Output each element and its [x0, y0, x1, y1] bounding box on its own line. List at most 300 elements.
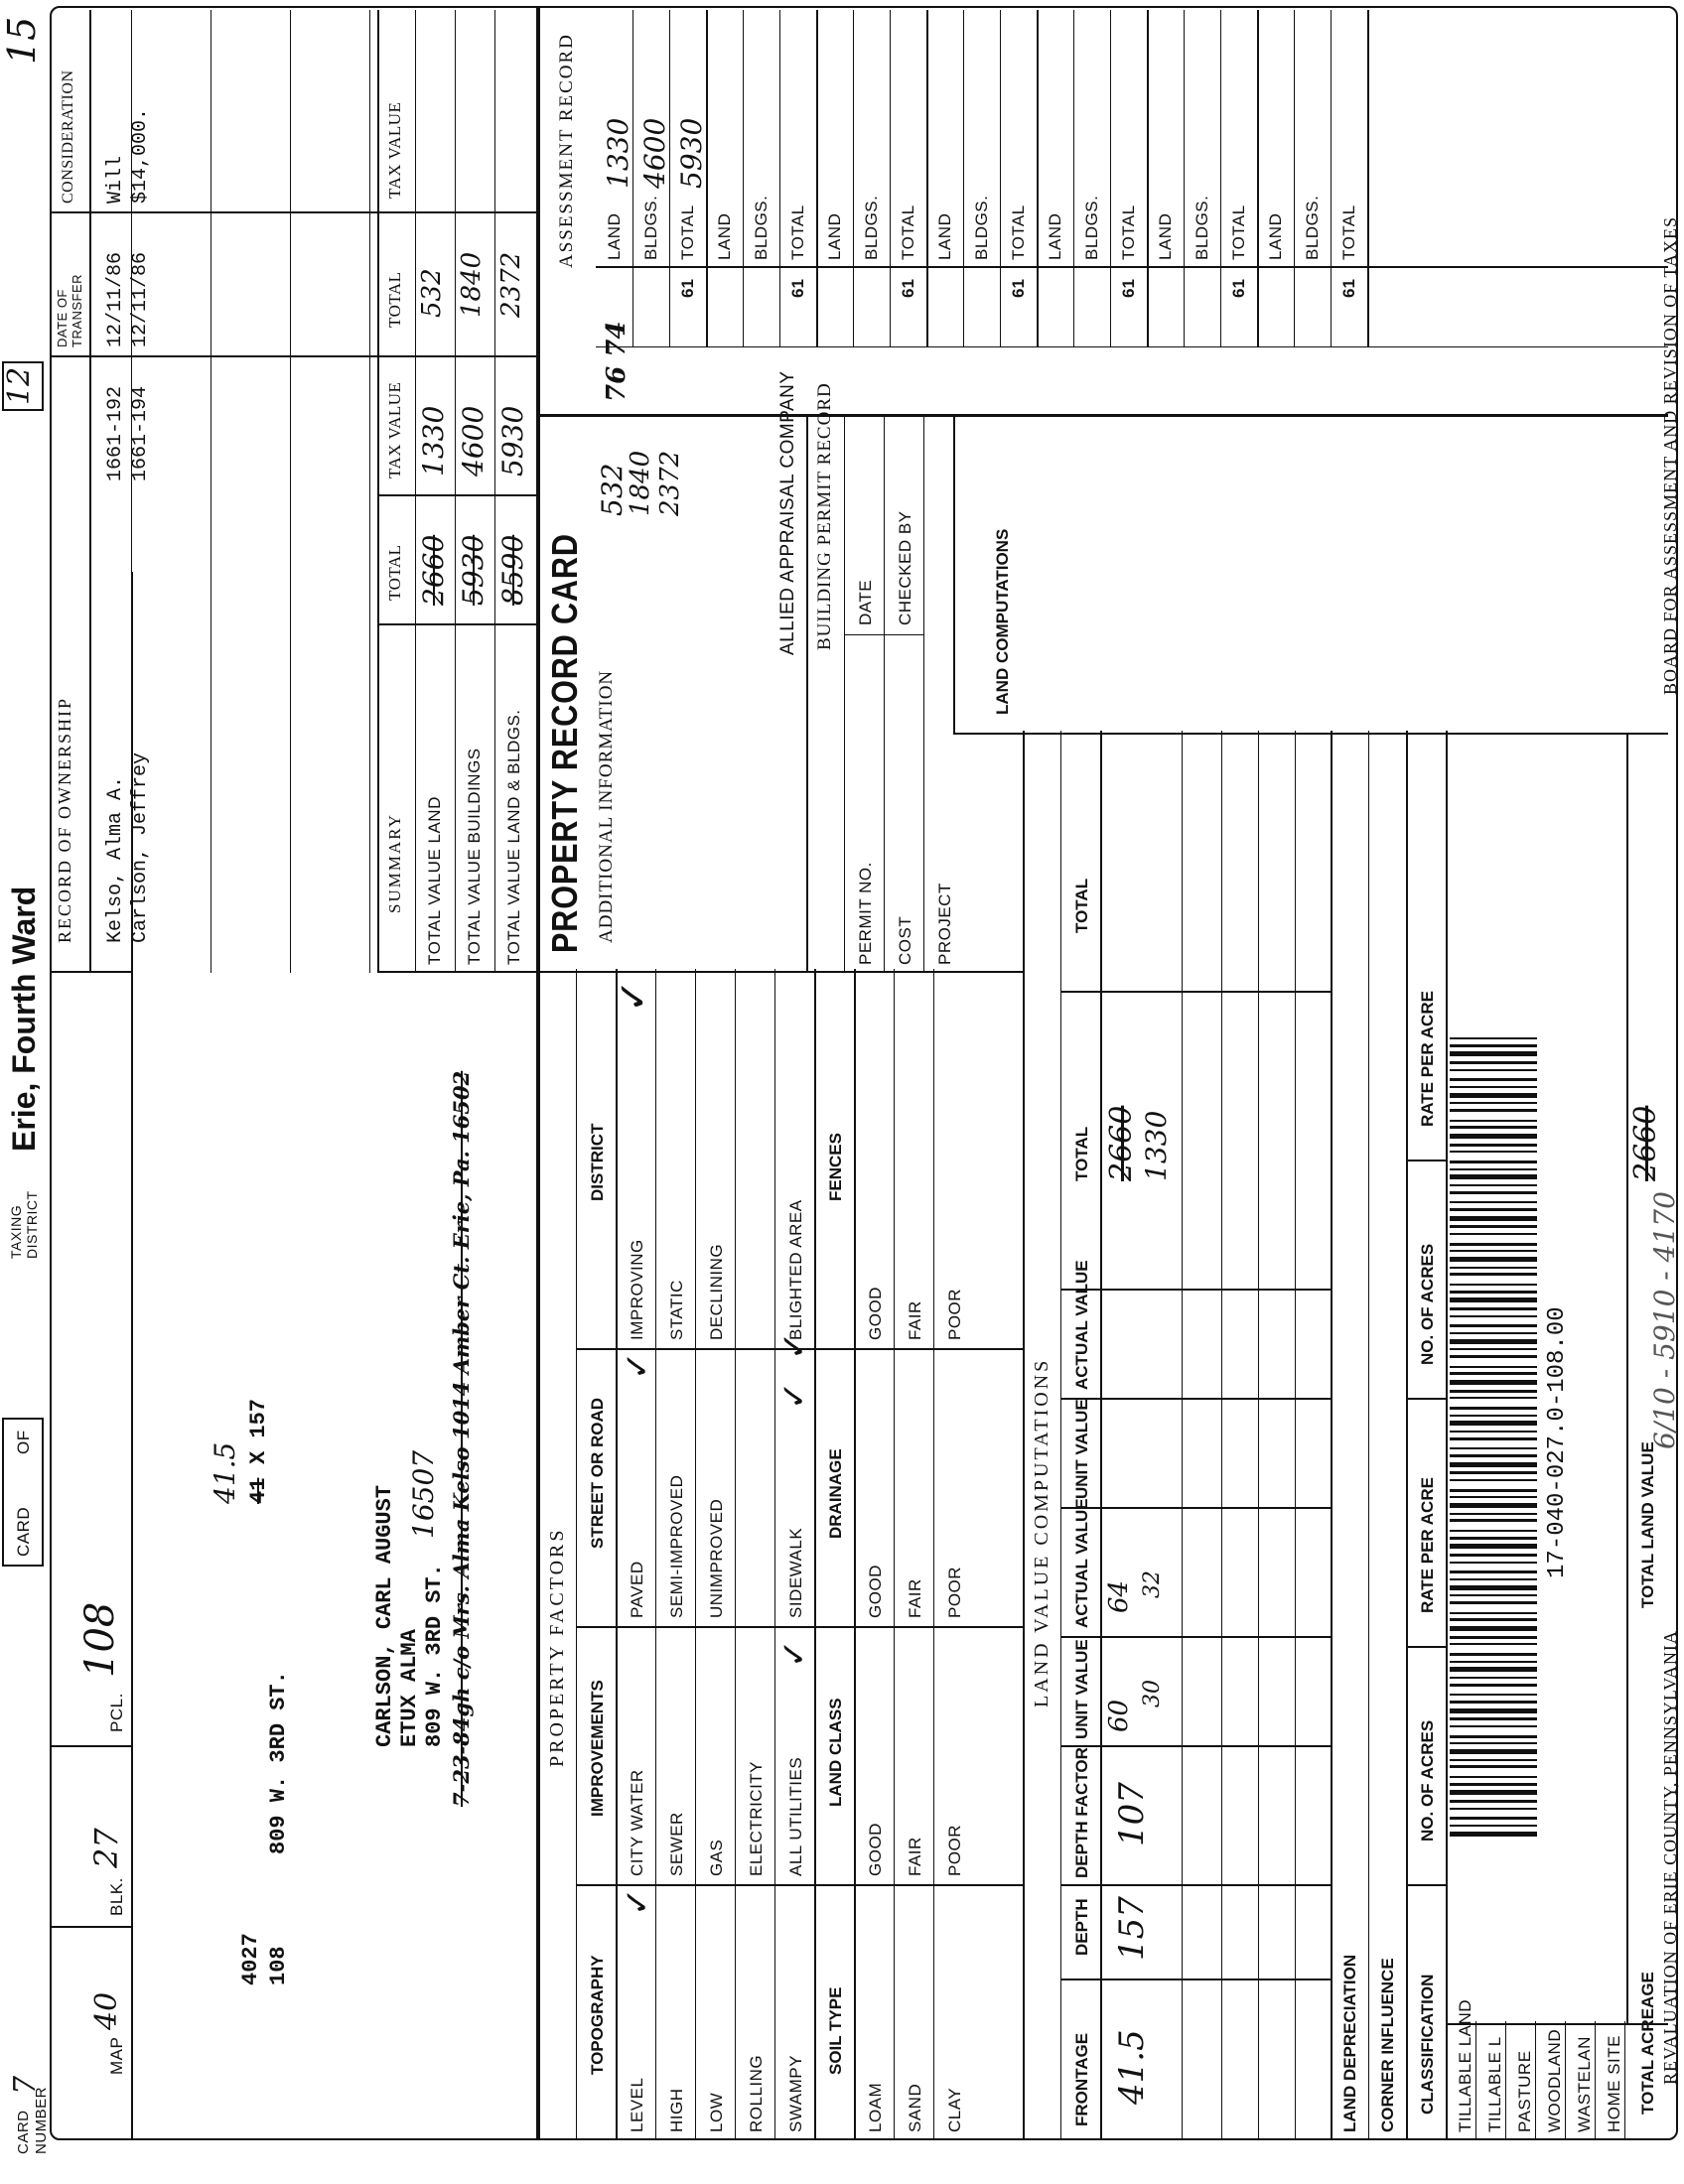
summary-col-2	[377, 494, 536, 496]
summary-total-header: TOTAL	[385, 544, 404, 601]
pcl-value: 108	[77, 1601, 123, 1678]
barcode-bar	[1450, 1513, 1537, 1515]
pf-fence-fair: FAIR	[906, 1300, 924, 1340]
assessment-row-line	[1184, 10, 1185, 347]
pf-paved: PAVED	[628, 1561, 646, 1618]
assessment-label-total: TOTAL	[1009, 205, 1028, 260]
barcode-bar	[1450, 1044, 1537, 1047]
assessment-label-land: LAND	[825, 212, 844, 260]
barcode-bar	[1450, 1102, 1537, 1104]
barcode-bar	[1450, 1184, 1537, 1186]
summary-tax-header: TAX VALUE	[385, 381, 404, 478]
barcode-bar	[1450, 1315, 1537, 1317]
bottom-handwriting: 6/10 - 5910 - 4170	[1648, 1191, 1681, 1449]
lvc-actual-value: 64	[1104, 1579, 1134, 1613]
total-acreage-label: TOTAL ACREAGE	[1638, 1972, 1657, 2115]
pf-right-edge	[536, 971, 1023, 973]
permit-checked-by-label: CHECKED BY	[896, 510, 914, 625]
barcode-bar	[1450, 1151, 1537, 1153]
property-address: 809 W. 3RD ST.	[266, 1671, 291, 1854]
barcode-bar	[1450, 1051, 1537, 1056]
summary-col-4	[377, 211, 536, 213]
class-tillable-l: TILLABLE L	[1485, 2036, 1504, 2132]
barcode-bar	[1450, 1061, 1537, 1064]
lvc-corner-line	[1368, 731, 1369, 2140]
summary-row-line-1	[415, 10, 416, 973]
acre-header-acres-2: NO. OF ACRES	[1418, 1243, 1437, 1365]
classification-row-line	[1505, 2021, 1506, 2140]
pf2-row-line-2	[933, 969, 934, 2140]
lvc-row-line-1	[1182, 731, 1183, 2140]
summary-tax-header-2: TAX VALUE	[385, 101, 404, 199]
pf-header-land-class: LAND CLASS	[826, 1698, 845, 1807]
taxing-district-label: TAXING DISTRICT	[8, 1190, 40, 1259]
property-record-card-title: PROPERTY RECORD CARD	[544, 533, 585, 953]
barcode-bar	[1450, 1585, 1537, 1590]
barcode-bar	[1450, 1694, 1537, 1696]
lvc-frontage-value: 41.5	[1112, 2029, 1152, 2105]
barcode-bar	[1450, 1348, 1537, 1350]
assessment-row-line	[1331, 10, 1332, 347]
total-land-value-label: TOTAL LAND VALUE	[1638, 1441, 1657, 1608]
pf-unimproved: UNIMPROVED	[707, 1498, 726, 1618]
acre-header-rate: RATE PER ACRE	[1418, 1477, 1437, 1613]
summary-land-tax: 1330	[417, 405, 450, 477]
assessment-label-total: TOTAL	[678, 205, 697, 260]
map-value: 40	[89, 1991, 124, 2030]
barcode-bar	[1450, 1208, 1537, 1211]
classification-row-line	[1595, 2021, 1596, 2140]
barcode-bar	[1450, 1825, 1537, 1827]
classification-row-line	[1624, 2021, 1625, 2140]
owner-row-1-date: 12/11/86	[104, 251, 127, 347]
lvc-row-line	[1258, 731, 1259, 2140]
property-factors-title: PROPERTY FACTORS	[546, 1527, 568, 1767]
lvc-depth-value: 157	[1112, 1896, 1152, 1961]
of-label: OF	[14, 1430, 33, 1454]
pf-row-line-1	[655, 969, 656, 2140]
assessment-row-line	[853, 10, 854, 347]
pf-header-line	[616, 969, 618, 2140]
barcode-bar	[1450, 1562, 1537, 1564]
lvc-header-unit-value-2: UNIT VALUE	[1072, 1399, 1091, 1499]
assessment-label-bldgs: BLDGS.	[1082, 195, 1101, 260]
assessment-row-line	[1147, 10, 1149, 347]
map-label: MAP	[107, 2036, 126, 2075]
lvc-acre-header-line	[1446, 731, 1448, 2140]
barcode-bar	[1450, 1390, 1537, 1393]
summary-col-3	[377, 355, 536, 357]
summary-title: SUMMARY	[385, 813, 404, 913]
assessment-label-bldgs: BLDGS.	[1193, 195, 1211, 260]
assessment-year-prefix: 61	[678, 279, 697, 298]
barcode-bar	[1450, 1201, 1537, 1203]
pf-title-line	[576, 969, 577, 2140]
assessment-total-value: 5930	[675, 117, 708, 189]
barcode-bar	[1450, 1594, 1537, 1596]
assessment-row-line	[963, 10, 964, 347]
permit-line-1	[844, 417, 845, 973]
permit-no-label: PERMIT NO.	[856, 862, 875, 965]
pf2-row-line-1	[894, 969, 895, 2140]
lvc-header-actual-value: ACTUAL VALUE	[1072, 1498, 1091, 1628]
pf-drain-fair: FAIR	[906, 1578, 924, 1618]
lvc-depth-factor-value: 107	[1112, 1782, 1152, 1846]
assessment-land-value: 1330	[602, 117, 634, 189]
pf-drain-good: GOOD	[866, 1565, 885, 1618]
permit-top-line	[806, 417, 808, 973]
classification-row-line	[1565, 2021, 1566, 2140]
summary-land-bldgs-total-2: 2372	[496, 251, 526, 318]
pf-row-line-4	[774, 969, 775, 2140]
assessment-row-line	[779, 10, 780, 347]
pf-drain-poor: POOR	[945, 1566, 964, 1618]
ownership-title: RECORD OF OWNERSHIP	[55, 696, 74, 943]
assessment-row-line	[1073, 10, 1074, 347]
classification-row-line	[1475, 2021, 1476, 2140]
pf-header-fences: FENCES	[826, 1133, 845, 1201]
additional-value-1: 532	[596, 463, 629, 516]
check-blighted-icon: ✓	[775, 1331, 813, 1360]
lvc-header-frontage: FRONTAGE	[1072, 2032, 1091, 2126]
assessment-year-prefix: 61	[899, 279, 917, 298]
pf-land-poor: POOR	[945, 1824, 964, 1876]
barcode-bar	[1450, 1324, 1537, 1327]
assessment-label-bldgs: BLDGS.	[862, 195, 881, 260]
summary-total-header-2: TOTAL	[385, 271, 404, 328]
barcode-graphic	[1450, 1023, 1539, 1837]
barcode-bar	[1450, 1471, 1537, 1474]
company-name: ALLIED APPRAISAL COMPANY	[777, 370, 798, 655]
barcode-bar	[1450, 1701, 1537, 1704]
barcode-bar	[1450, 1578, 1537, 1580]
summary-land-bldgs-label: TOTAL VALUE LAND & BLDGS.	[504, 709, 523, 965]
footer-left: REVALUATION OF ERIE COUNTY, PENNSYLVANIA	[1660, 1630, 1680, 2085]
barcode-bar	[1450, 1537, 1537, 1540]
barcode-bar	[1450, 1626, 1537, 1631]
barcode-bar	[1450, 1160, 1537, 1163]
assessment-row-line	[816, 10, 818, 347]
pf-clay: CLAY	[945, 2087, 964, 2132]
lvc-header-unit-value: UNIT VALUE	[1072, 1639, 1091, 1739]
owner-row-2-book: 1661-194	[129, 385, 152, 481]
assessment-year-prefix: 61	[788, 279, 807, 298]
additional-value-3: 2372	[655, 450, 685, 516]
barcode-bar	[1450, 1808, 1537, 1810]
pf-header-soil: SOIL TYPE	[826, 1986, 845, 2075]
barcode-bar	[1450, 1725, 1537, 1727]
barcode-bar	[1450, 1618, 1537, 1621]
pf-sidewalk: SIDEWALK	[786, 1527, 805, 1618]
pf-static: STATIC	[667, 1280, 686, 1340]
lvc-header-line	[1100, 731, 1102, 2140]
ownership-row-line-3	[290, 10, 291, 973]
permit-cost-label: COST	[896, 915, 914, 965]
barcode-bar	[1450, 1086, 1537, 1088]
assessment-label-land: LAND	[1156, 212, 1175, 260]
barcode-bar	[1450, 1717, 1537, 1720]
lvc-depreciation-line	[1331, 731, 1333, 2140]
pf-land-fair: FAIR	[906, 1837, 924, 1876]
barcode-bar	[1450, 1503, 1537, 1508]
blk-value: 27	[87, 1828, 125, 1868]
lvc-header-actual-value-2: ACTUAL VALUE	[1072, 1260, 1091, 1390]
barcode-bar	[1450, 1144, 1537, 1147]
check-improving-icon: ✓	[612, 979, 655, 1013]
summary-row-line-3	[494, 10, 495, 973]
assessment-row-line	[1037, 10, 1039, 347]
summary-land-label: TOTAL VALUE LAND	[425, 796, 444, 965]
assessment-label-bldgs: BLDGS.	[752, 195, 771, 260]
pf-declining: DECLINING	[707, 1243, 726, 1340]
pf-second-header-line	[854, 969, 856, 2140]
lvc-header-depth: DEPTH	[1072, 1898, 1091, 1956]
assessment-col-label	[596, 266, 1668, 268]
barcode-bar	[1450, 1078, 1537, 1081]
barcode-bar	[1450, 1339, 1537, 1344]
pf-blighted-area: BLIGHTED AREA	[786, 1199, 805, 1340]
barcode-bar	[1450, 1355, 1537, 1358]
pf-header-improvements: IMPROVEMENTS	[588, 1680, 607, 1817]
district-name: Erie, Fourth Ward	[6, 886, 42, 1152]
barcode-text: 17-040-027.0-108.00	[1544, 1306, 1571, 1578]
check-sidewalk-icon: ✓	[775, 1381, 813, 1410]
assessment-row-line	[1294, 10, 1295, 347]
corner-influence-label: CORNER INFLUENCE	[1378, 1958, 1397, 2132]
pf-low: LOW	[707, 2092, 726, 2132]
summary-buildings-total: 5930	[457, 534, 490, 606]
summary-buildings-tax: 4600	[457, 405, 490, 477]
card-number-value: 7	[8, 2075, 43, 2095]
card-number-label: CARD NUMBER	[15, 2086, 50, 2154]
barcode-bar	[1450, 1790, 1537, 1795]
barcode-bar	[1450, 1800, 1537, 1803]
dimensions-rest: X 157	[246, 1398, 271, 1464]
barcode-bar	[1450, 1421, 1537, 1426]
barcode-bar	[1450, 1817, 1537, 1820]
barcode-bar	[1450, 1415, 1537, 1417]
barcode-bar	[1450, 1397, 1537, 1399]
parcel-sep-1	[50, 1926, 131, 1928]
barcode-bar	[1450, 1749, 1537, 1754]
mid-divider	[536, 6, 540, 2140]
barcode-bar	[1450, 1496, 1537, 1498]
barcode-bar	[1450, 1677, 1537, 1679]
assessment-label-land: LAND	[715, 212, 734, 260]
pf-header-drainage: DRAINAGE	[826, 1448, 845, 1539]
assessment-label-total: TOTAL	[899, 205, 917, 260]
pf-sand: SAND	[906, 2083, 924, 2132]
assessment-year-prefix: 61	[1339, 279, 1358, 298]
lvc-header-depth-factor: DEPTH FACTOR	[1072, 1747, 1091, 1878]
barcode-bar	[1450, 1174, 1537, 1179]
pf-header-district: DISTRICT	[588, 1123, 607, 1201]
pf-high: HIGH	[667, 2088, 686, 2132]
pf-electricity: ELECTRICITY	[747, 1760, 766, 1876]
class-home-site: HOME SITE	[1605, 2034, 1623, 2132]
pf-city-water: CITY WATER	[628, 1769, 646, 1876]
assessment-row-line	[890, 10, 891, 347]
barcode-bar	[1450, 1742, 1537, 1744]
acre-header-classification: CLASSIFICATION	[1418, 1974, 1437, 2115]
barcode-bar	[1450, 1759, 1537, 1761]
pf-row-line-3	[735, 969, 736, 2140]
barcode-bar	[1450, 1126, 1537, 1129]
total-land-value-line	[1626, 735, 1628, 2025]
class-pasture: PASTURE	[1515, 2050, 1534, 2132]
barcode-bar	[1450, 1776, 1537, 1778]
assessment-label-total: TOTAL	[1119, 205, 1138, 260]
barcode-bar	[1450, 1530, 1537, 1532]
corner-number: 15	[0, 16, 44, 65]
barcode-bar	[1450, 1667, 1537, 1672]
class-tillable-land: TILLABLE LAND	[1456, 1998, 1474, 2132]
owner-row-2-consideration: $14,000.	[129, 107, 152, 204]
barcode-bar	[1450, 1684, 1537, 1687]
pf-col-1	[576, 1884, 1023, 1886]
owner-row-1-name: Kelso, Alma A.	[104, 775, 127, 943]
owner-line-1: CARLSON, CARL AUGUST	[372, 1484, 397, 1747]
lvc-acre-header-top	[1406, 731, 1408, 2140]
lvc-actual-value-2: 32	[1140, 1570, 1165, 1598]
pf-sewer: SEWER	[667, 1812, 686, 1876]
lvc-unit-value-2: 30	[1140, 1680, 1165, 1707]
acre-col-2	[1406, 1646, 1446, 1648]
barcode-bar	[1450, 1570, 1537, 1573]
assessment-col-year	[596, 346, 1668, 347]
barcode-bar	[1450, 1708, 1537, 1713]
pf-second-header-line-top	[814, 969, 816, 2140]
pf-loam: LOAM	[866, 2082, 885, 2132]
additional-info-title: ADDITIONAL INFORMATION	[596, 669, 617, 943]
parcel-id-1: 4027	[238, 1933, 263, 1985]
barcode-bar	[1450, 1168, 1537, 1170]
assessment-label-land: LAND	[605, 212, 624, 260]
barcode-bar	[1450, 1307, 1537, 1310]
old-mailing-address: 7-23-84gh c/o Mrs. Alma Kelso 1014 Amber Ct. Erie, Pa. 16502	[449, 1070, 474, 1807]
assessment-row-line	[926, 10, 928, 347]
barcode-bar	[1450, 1431, 1537, 1433]
barcode-bar	[1450, 1380, 1537, 1385]
land-comp-left-edge	[536, 414, 1668, 417]
blk-label: BLK.	[107, 1877, 126, 1916]
lvc-total-value-2: 1330	[1140, 1110, 1173, 1181]
parcel-id-2: 108	[266, 1946, 291, 1985]
summary-left-edge	[377, 971, 536, 973]
barcode-bar	[1450, 1233, 1537, 1235]
dimensions-old: 41	[246, 1477, 271, 1504]
classification-col	[1446, 2023, 1668, 2025]
lvc-row-line	[1295, 731, 1296, 2140]
ownership-row-line-4	[369, 10, 370, 973]
barcode-bar	[1450, 1291, 1537, 1294]
pf-fence-poor: POOR	[945, 1288, 964, 1340]
check-paved-icon: ✓	[619, 1351, 656, 1380]
pf-all-utilities: ALL UTILITIES	[786, 1756, 805, 1876]
barcode-bar	[1450, 1519, 1537, 1522]
summary-land-bldgs-total: 8590	[496, 534, 529, 606]
assessment-row-line	[1257, 10, 1259, 347]
pf-gas: GAS	[707, 1839, 726, 1876]
barcode-bar	[1450, 1612, 1537, 1614]
barcode-bar	[1450, 1643, 1537, 1645]
class-woodland: WOODLAND	[1545, 2028, 1564, 2132]
card-label: CARD	[14, 1506, 33, 1557]
barcode-bar	[1450, 1601, 1537, 1604]
permit-title: BUILDING PERMIT RECORD	[814, 382, 835, 650]
date-of-transfer-header: DATE OF TRANSFER	[55, 273, 84, 347]
barcode-bar	[1450, 1661, 1537, 1663]
barcode-bar	[1450, 1284, 1537, 1286]
assessment-label-land: LAND	[1046, 212, 1064, 260]
acre-header-rate-2: RATE PER ACRE	[1418, 991, 1437, 1127]
barcode-bar	[1450, 1093, 1537, 1098]
barcode-bar	[1450, 1462, 1537, 1467]
barcode-bar	[1450, 1250, 1537, 1252]
barcode-bar	[1450, 1544, 1537, 1549]
barcode-bar	[1450, 1120, 1537, 1122]
parcel-sep-2	[50, 1745, 131, 1747]
pf-header-topography: TOPOGRAPHY	[588, 1955, 607, 2075]
pf-level: LEVEL	[628, 2077, 646, 2132]
lvc-header-total-2: TOTAL	[1072, 878, 1091, 933]
barcode-bar	[1450, 1267, 1537, 1269]
pf-swampy: SWAMPY	[786, 2055, 805, 2132]
owner-line-3: 809 W. 3RD ST.	[422, 1564, 447, 1747]
assessment-year-prefix: 61	[1119, 279, 1138, 298]
barcode-bar	[1450, 1216, 1537, 1221]
barcode-bar	[1450, 1489, 1537, 1492]
barcode-bar	[1450, 1332, 1537, 1334]
barcode-bar	[1450, 1832, 1537, 1837]
pf-header-street: STREET OR ROAD	[588, 1397, 607, 1549]
owner-row-1-consideration: Will	[104, 155, 127, 204]
permit-date-label: DATE	[856, 579, 875, 625]
lvc-total-value: 2660	[1104, 1105, 1139, 1181]
barcode-bar	[1450, 1366, 1537, 1368]
pf-col-2	[576, 1626, 1023, 1628]
lvc-title-line	[1060, 731, 1061, 2140]
barcode-bar	[1450, 1636, 1537, 1639]
barcode-bar	[1450, 1191, 1537, 1194]
assessment-label-bldgs: BLDGS.	[641, 195, 660, 260]
lvc-unit-value: 60	[1104, 1699, 1134, 1732]
summary-buildings-label: TOTAL VALUE BUILDINGS	[465, 748, 484, 965]
barcode-bar	[1450, 1297, 1537, 1302]
lvc-header-total: TOTAL	[1072, 1126, 1091, 1181]
assessment-row-line	[1000, 10, 1001, 347]
barcode-bar	[1450, 1437, 1537, 1440]
assessment-label-total: TOTAL	[1339, 205, 1358, 260]
summary-land-bldgs-tax: 5930	[496, 405, 529, 477]
barcode-bar	[1450, 1554, 1537, 1557]
owner-row-1-book: 1661-192	[104, 385, 127, 481]
pf-rolling: ROLLING	[747, 2054, 766, 2132]
summary-col-1	[377, 623, 536, 625]
pcl-label: PCL.	[107, 1693, 126, 1732]
acre-col-4	[1406, 1160, 1446, 1161]
classification-row-line	[1535, 2021, 1536, 2140]
barcode-bar	[1450, 1454, 1537, 1457]
assessment-year-prefix: 61	[1009, 279, 1028, 298]
permit-line-2	[884, 417, 885, 973]
barcode-bar	[1450, 1479, 1537, 1481]
check-level-icon: ✓	[619, 1887, 656, 1916]
owner-zip: 16507	[407, 1449, 440, 1539]
permit-project-label: PROJECT	[935, 883, 954, 965]
ownership-row-line-2	[210, 10, 211, 973]
permit-line-3	[923, 417, 924, 973]
